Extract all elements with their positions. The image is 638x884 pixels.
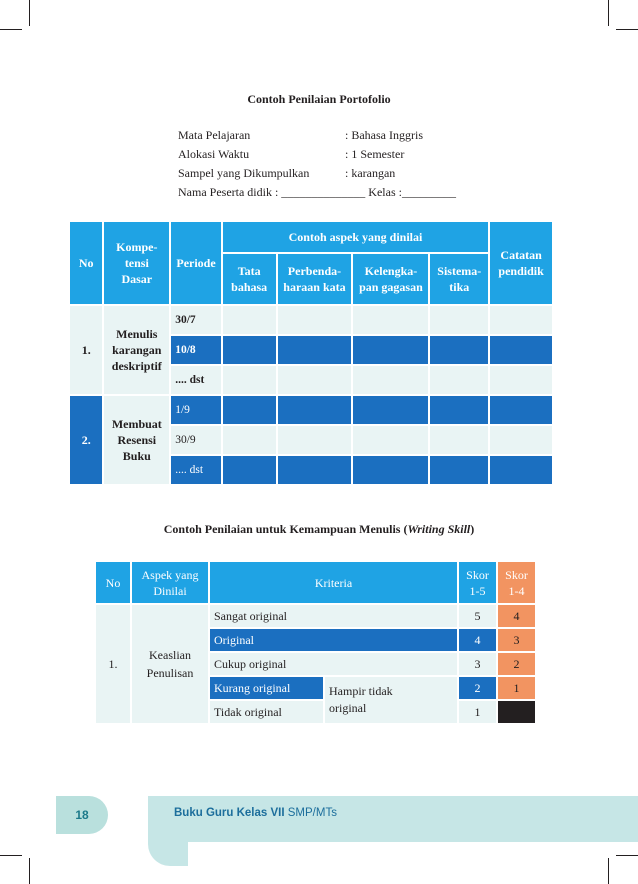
cell (353, 396, 428, 424)
info-row (178, 183, 456, 202)
cell (430, 426, 488, 454)
header-kelengkapan: Kelengka- pan gagasan (353, 254, 428, 304)
header-kompetensi: Kompe- tensi Dasar (104, 222, 169, 304)
footer-band (160, 796, 638, 842)
header-skor-1-5: Skor 1-5 (459, 562, 496, 603)
row-skor-1-4: 1 (498, 677, 535, 699)
info-value: : 1 Semester (345, 147, 405, 161)
row-no: 1. (96, 605, 130, 723)
row-kriteria: Cukup original (210, 653, 457, 675)
footer (0, 796, 638, 842)
row-skor-1-5: 5 (459, 605, 496, 627)
section-title-post: ) (470, 522, 475, 536)
cell (490, 396, 552, 424)
cell (223, 336, 276, 364)
cell (353, 426, 428, 454)
cell (490, 426, 552, 454)
info-name-line: Nama Peserta didik : ______________ Kelas :_________ (178, 185, 456, 199)
row-skor-1-5: 2 (459, 677, 496, 699)
row-no: 1. (70, 306, 102, 394)
row-kriteria: Kurang original (210, 677, 323, 699)
cell (278, 426, 352, 454)
cell (490, 456, 552, 484)
crop-mark (29, 858, 30, 884)
row-periode: .... dst (171, 366, 221, 394)
info-row (178, 145, 456, 164)
cell (490, 306, 552, 334)
header-catatan: Catatan pendidik (490, 222, 552, 304)
page-number: 18 (56, 796, 108, 834)
crop-mark (0, 855, 22, 856)
cell (278, 306, 352, 334)
info-row (178, 126, 456, 145)
cell (430, 306, 488, 334)
info-value: : karangan (345, 166, 396, 180)
header-sistematika: Sistema- tika (430, 254, 488, 304)
info-value: : Bahasa Inggris (345, 128, 423, 142)
book-title (174, 807, 337, 819)
writing-skill-table (94, 560, 537, 725)
row-hampir: Hampir tidak original (325, 677, 457, 723)
row-skor-1-4 (498, 701, 535, 723)
crop-mark (616, 855, 638, 856)
row-periode: 1/9 (171, 396, 221, 424)
cell (278, 396, 352, 424)
cell (353, 336, 428, 364)
info-block (178, 126, 456, 202)
cell (353, 306, 428, 334)
cell (223, 426, 276, 454)
book-title-rest: SMP/MTs (284, 807, 337, 819)
row-skor-1-4: 2 (498, 653, 535, 675)
page-title: Contoh Penilaian Portofolio (247, 92, 391, 106)
cell (353, 456, 428, 484)
header-no: No (96, 562, 130, 603)
section-title-em: Writing Skill (407, 522, 471, 536)
portfolio-table (68, 220, 554, 486)
header-kriteria: Kriteria (210, 562, 457, 603)
header-aspek: Aspek yang Dinilai (132, 562, 208, 603)
crop-mark (608, 858, 609, 884)
cell (223, 366, 276, 394)
row-kriteria: Sangat original (210, 605, 457, 627)
cell (223, 456, 276, 484)
cell (353, 366, 428, 394)
row-periode: 30/9 (171, 426, 221, 454)
row-periode: 30/7 (171, 306, 221, 334)
row-kd: Membuat Resensi Buku (104, 396, 169, 484)
info-row (178, 164, 456, 183)
crop-mark (608, 0, 609, 26)
header-aspek: Contoh aspek yang dinilai (223, 222, 488, 252)
row-aspek: Keaslian Penulisan (132, 605, 208, 723)
row-skor-1-5: 4 (459, 629, 496, 651)
cell (430, 456, 488, 484)
row-kriteria: Original (210, 629, 457, 651)
table-row (70, 306, 552, 334)
cell (278, 456, 352, 484)
row-skor-1-5: 3 (459, 653, 496, 675)
row-skor-1-4: 3 (498, 629, 535, 651)
info-label: Alokasi Waktu (178, 147, 250, 161)
cell (430, 366, 488, 394)
cell (278, 336, 352, 364)
crop-mark (29, 0, 30, 26)
table-row (70, 396, 552, 424)
header-periode: Periode (171, 222, 221, 304)
section-title (0, 522, 638, 537)
header-no: No (70, 222, 102, 304)
cell (223, 306, 276, 334)
info-label: Mata Pelajaran (178, 128, 251, 142)
section-title-pre: Contoh Penilaian untuk Kemampuan Menulis ( (163, 522, 408, 536)
row-kd: Menulis karangan deskriptif (104, 306, 169, 394)
cell (223, 396, 276, 424)
cell (430, 336, 488, 364)
header-skor-1-4: Skor 1-4 (498, 562, 535, 603)
row-skor-1-4: 4 (498, 605, 535, 627)
header-perbendaharaan: Perbenda- haraan kata (278, 254, 352, 304)
book-title-bold: Buku Guru Kelas VII (174, 807, 285, 819)
row-periode: .... dst (171, 456, 221, 484)
row-periode: 10/8 (171, 336, 221, 364)
table-row (96, 605, 535, 627)
header-tata-bahasa: Tata bahasa (223, 254, 276, 304)
row-no: 2. (70, 396, 102, 484)
cell (278, 366, 352, 394)
crop-mark (0, 29, 22, 30)
crop-mark (616, 29, 638, 30)
cell (490, 366, 552, 394)
row-skor-1-5: 1 (459, 701, 496, 723)
info-label: Sampel yang Dikumpulkan (178, 166, 310, 180)
row-kriteria: Tidak original (210, 701, 323, 723)
cell (490, 336, 552, 364)
cell (430, 396, 488, 424)
